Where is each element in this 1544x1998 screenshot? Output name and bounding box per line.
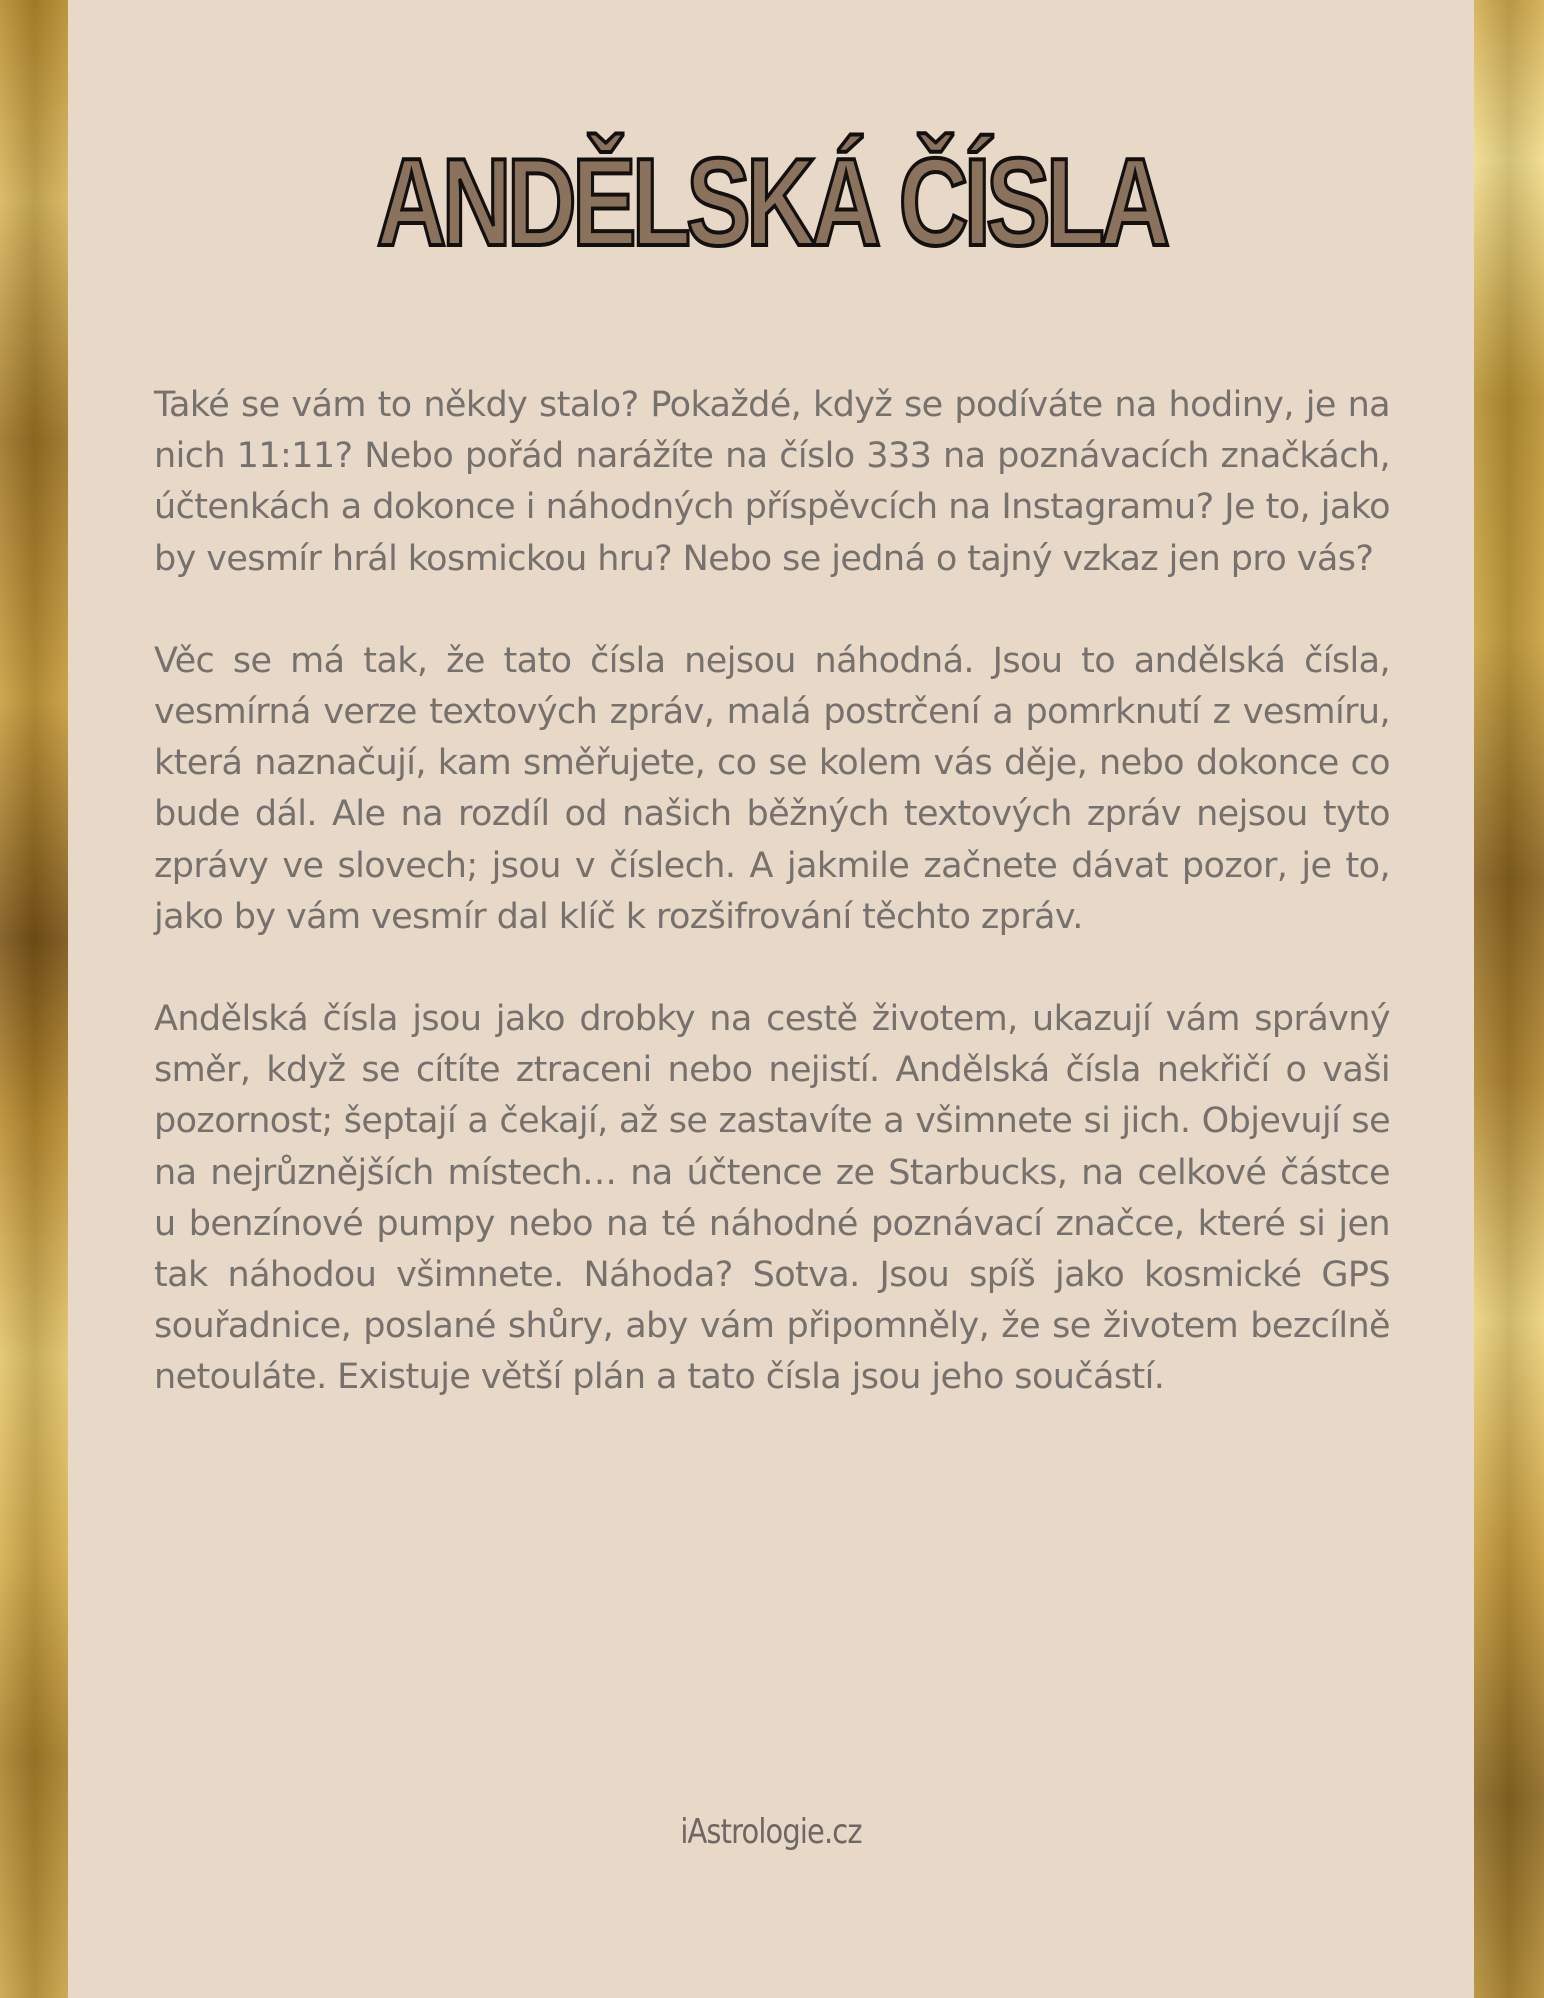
paragraph-2: Věc se má tak, že tato čísla nejsou náhodná. Jsou to andělská čísla, vesmírná verze textových zpráv, malá postrčení a pomrknutí z vesmíru, která naznačují, kam směřujete, co se kolem vás děje, nebo dokonce co bude dál. Ale na rozdíl od našich běžných textových zpráv nejsou tyto zprávy ve slovech; jsou v číslech. A jakmile začnete dávat pozor, je to, jako by vám vesmír dal klíč k rozšifrování těchto zpráv.: [154, 640, 1390, 937]
footer-brand[interactable]: iAstrologie.cz: [680, 1812, 862, 1852]
page-title: ANDĚLSKÁ ČÍSLA: [376, 134, 1166, 272]
gold-border-right: [1474, 0, 1544, 1998]
paragraph-3: Andělská čísla jsou jako drobky na cestě životem, ukazují vám správný směr, když se cítíte ztraceni nebo nejistí. Andělská čísla nekřičí o vaši pozornost; šeptají a čekají, až se zastavíte a všimnete si jich. Objevují se na nejrůznějších místech… na účtence ze Starbucks, na celkové částce u benzínové pumpy nebo na té náhodné poznávací značce, které si jen tak náhodou všimnete. Náhoda? Sotva. Jsou spíš jako kosmické GPS souřadnice, poslané shůry, aby vám připomněly, že se životem bezcílně netouláte. Existuje větší plán a tato čísla jsou jeho součástí.: [154, 999, 1390, 1398]
paragraph-1: Také se vám to někdy stalo? Pokaždé, když se podíváte na hodiny, je na nich 11:11? Nebo pořád narážíte na číslo 333 na poznávacích značkách, účtenkách a dokonce i náhodných příspěvcích na Instagramu? Je to, jako by vesmír hrál kosmickou hru? Nebo se jedná o tajný vzkaz jen pro vás?: [154, 385, 1390, 579]
body-text: [154, 380, 1390, 1455]
gold-border-left: [0, 0, 68, 1998]
document-page: [68, 0, 1474, 1998]
